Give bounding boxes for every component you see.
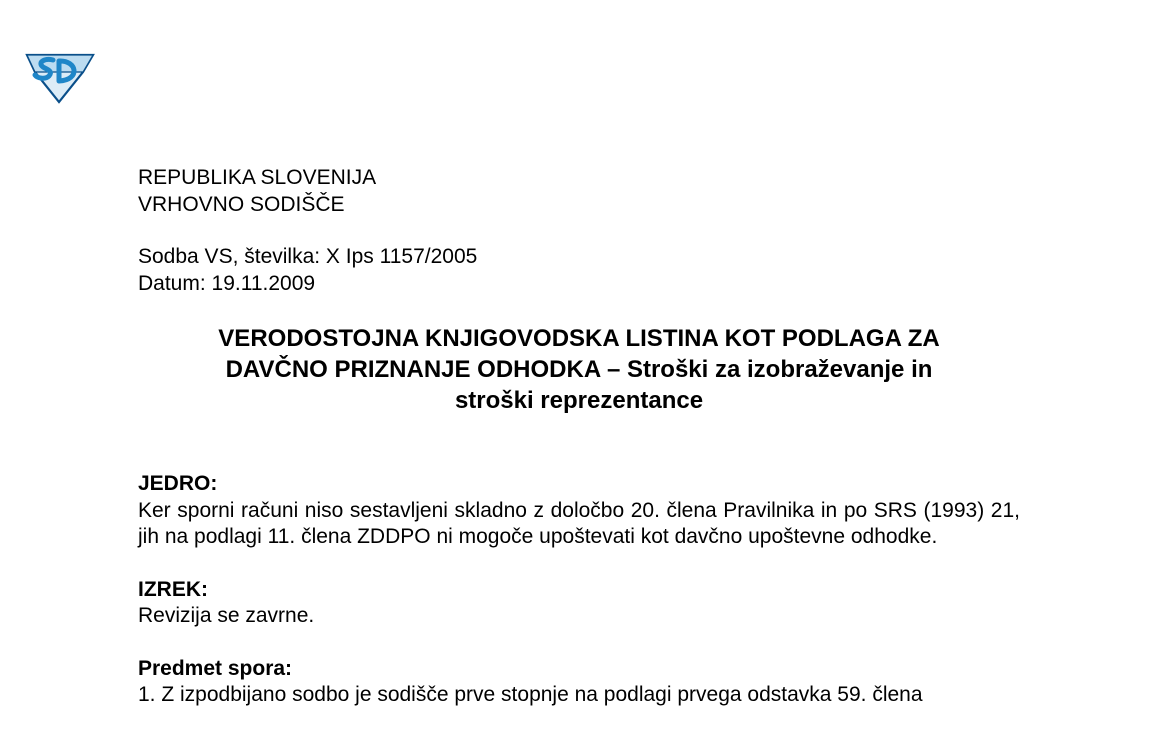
section-heading-izrek: IZREK: xyxy=(138,577,208,601)
section-text-jedro: Ker sporni računi niso sestavljeni skladno z določbo 20. člena Pravilnika in po SRS (1993) 21, jih na podlagi 11. člena ZDDPO ni mogoče upoštevati kot davčno upoštevne odhodke. xyxy=(138,498,1020,548)
title-line-3: stroški reprezentance xyxy=(454,387,704,414)
section-heading-jedro: JEDRO: xyxy=(138,472,218,495)
section-text-izrek: Revizija se zavrne. xyxy=(138,604,315,627)
title-line-1: VERODOSTOJNA KNJIGOVODSKA LISTINA KOT PODLAGA ZA xyxy=(218,325,940,352)
section-jedro xyxy=(138,471,1020,551)
title-line-2: DAVČNO PRIZNANJE ODHODKA – Stroški za izobraževanje in xyxy=(225,356,933,383)
shield-logo-icon xyxy=(23,50,97,104)
document-body xyxy=(138,165,1020,709)
section-predmet xyxy=(138,656,1020,709)
section-text-predmet: 1. Z izpodbijano sodbo je sodišče prve stopnje na podlagi prvega odstavka 59. člena xyxy=(138,683,923,706)
court-country: REPUBLIKA SLOVENIJA xyxy=(138,166,377,189)
decision-date: Datum: 19.11.2009 xyxy=(138,271,316,295)
case-number: Sodba VS, številka: X Ips 1157/2005 xyxy=(138,245,478,268)
document-title xyxy=(138,323,1020,416)
section-heading-predmet: Predmet spora: xyxy=(138,656,293,680)
section-izrek xyxy=(138,577,1020,630)
court-name: VRHOVNO SODIŠČE xyxy=(138,192,345,216)
court-logo xyxy=(23,50,97,104)
